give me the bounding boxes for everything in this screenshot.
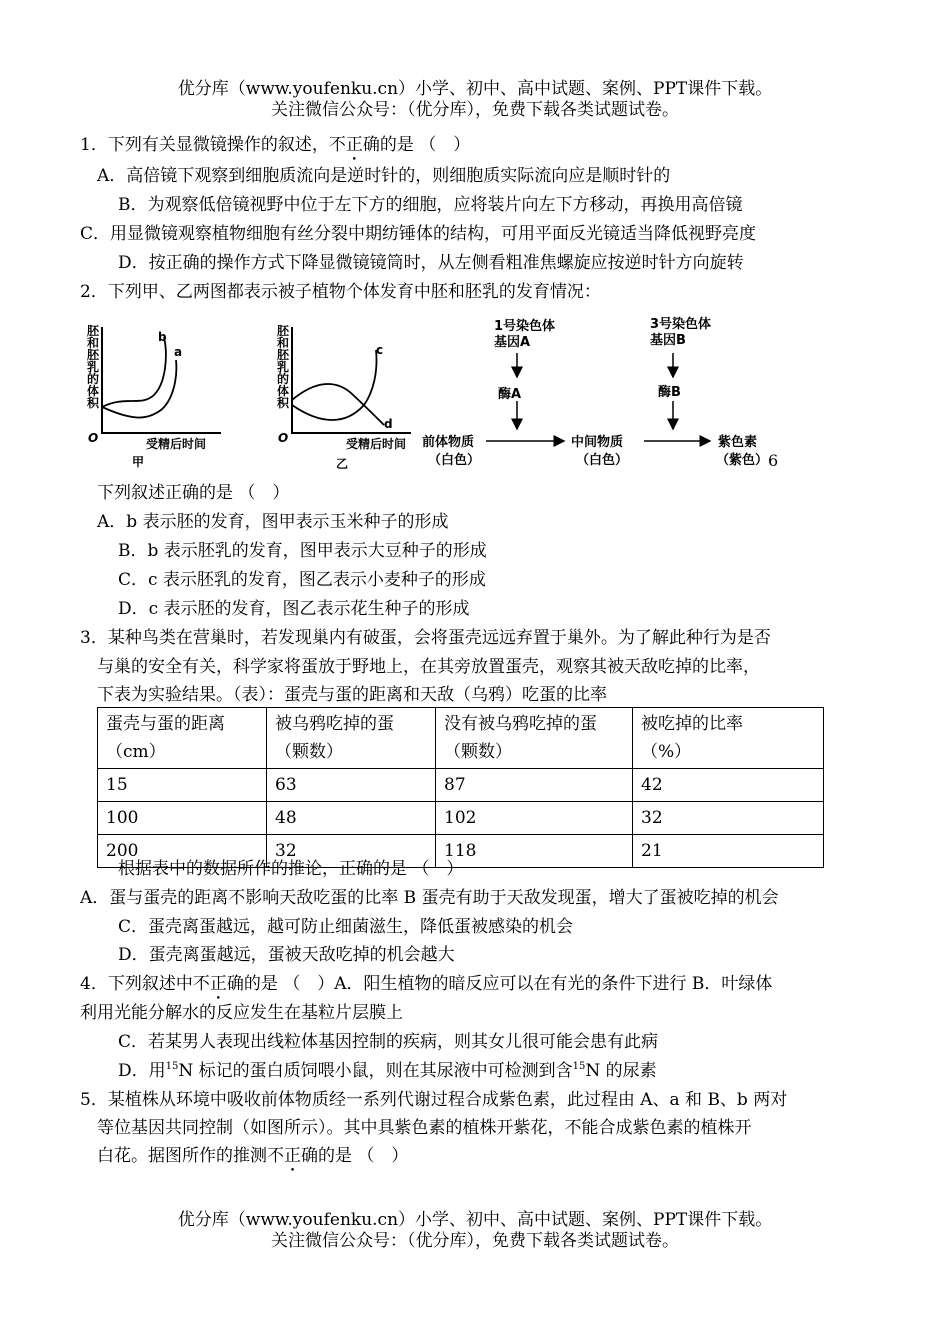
ylabel-char: 和 — [86, 336, 99, 350]
table-cell: 48 — [267, 802, 436, 835]
ylabel-char: 积 — [276, 396, 289, 410]
gene1-line1: 1号染色体 — [494, 319, 556, 334]
enzyme-a: 酶A — [498, 387, 522, 402]
q3-stem-2: 与巢的安全有关，科学家将蛋放于野地上，在其旁放置蛋壳，观察其被天敌吃掉的比率， — [97, 657, 760, 677]
origin-label: O — [278, 431, 289, 445]
table-cell: 15 — [98, 769, 267, 802]
header-text: 被乌鸦吃掉的蛋 — [275, 714, 394, 734]
table-cell: 32 — [267, 835, 436, 868]
header-unit: （颗数） — [444, 742, 512, 762]
table-header-cell — [98, 708, 267, 769]
q3-option-c: C．蛋壳离蛋越远，越可防止细菌滋生，降低蛋被感染的机会 — [118, 917, 574, 937]
q1-option-c: C．用显微镜观察植物细胞有丝分裂中期纺锤体的结构，可用平面反光镜适当降低视野亮度 — [80, 224, 757, 244]
q3-table — [97, 707, 824, 868]
ylabel-char: 乳 — [276, 360, 289, 374]
header-unit: （%） — [641, 742, 692, 762]
label-c: c — [376, 343, 384, 357]
label-d: d — [384, 417, 393, 431]
q4-d-superscript: 15 — [165, 1061, 179, 1072]
table-cell: 118 — [436, 835, 633, 868]
q4-stem-cont: 利用光能分解水的反应发生在基粒片层膜上 — [80, 1003, 403, 1023]
gene1-line2: 基因A — [494, 335, 531, 350]
pigment-label: 紫色素 — [718, 435, 758, 450]
pigment-color: （紫色） — [716, 453, 769, 468]
q2-option-b: B．b 表示胚乳的发育，图甲表示大豆种子的形成 — [118, 541, 487, 561]
q4-stem-emph: 不正确 — [192, 974, 244, 994]
q2-prompt: 下列叙述正确的是 （ ） — [97, 483, 290, 503]
gene3-line1: 3号染色体 — [650, 317, 712, 332]
header-line-2: 关注微信公众号：（优分库），免费下载各类试题试卷。 — [271, 100, 679, 120]
pathway-diagram — [418, 313, 788, 473]
q4-d-text-c: N 的尿素 — [585, 1061, 657, 1081]
header-text: 没有被乌鸦吃掉的蛋 — [444, 714, 597, 734]
q5-stem-1: 5．某植株从环境中吸收前体物质经一系列代谢过程合成紫色素，此过程由 A、a 和 B、b 两对 — [80, 1090, 788, 1110]
q2-option-a: A．b 表示胚的发育，图甲表示玉米种子的形成 — [97, 512, 449, 532]
q2-option-d: D．c 表示胚的发育，图乙表示花生种子的形成 — [118, 599, 470, 619]
table-cell: 100 — [98, 802, 267, 835]
intermediate-label: 中间物质 — [571, 435, 624, 450]
table-cell: 102 — [436, 802, 633, 835]
gene3-line2: 基因B — [650, 333, 686, 348]
ylabel-char: 体 — [86, 384, 99, 398]
q4-d-superscript: 15 — [572, 1061, 586, 1072]
q4-option-c: C．若某男人表现出线粒体基因控制的疾病，则其女儿很可能会患有此病 — [118, 1032, 659, 1052]
table-header-cell — [267, 708, 436, 769]
table-header-cell — [633, 708, 824, 769]
q1-option-b: B．为观察低倍镜视野中位于左下方的细胞，应将装片向左下方移动，再换用高倍镜 — [118, 195, 743, 215]
table-cell: 21 — [633, 835, 824, 868]
intermediate-color: （白色） — [576, 453, 629, 468]
xlabel: 受精后时间 — [346, 437, 407, 451]
ylabel-char: 胚 — [276, 324, 289, 338]
q1-stem-b: 的是 （ ） — [379, 135, 471, 155]
label-b: b — [158, 330, 167, 344]
q1-stem-emph: 不正确 — [328, 135, 380, 155]
table-header-cell — [436, 708, 633, 769]
graph-jia — [86, 325, 236, 470]
ylabel-char: 体 — [276, 384, 289, 398]
q5-stem-3b: 的是 （ ） — [318, 1146, 409, 1166]
header-text: 蛋壳与蛋的距离 — [106, 714, 225, 734]
table-cell: 42 — [633, 769, 824, 802]
header-unit: （颗数） — [275, 742, 343, 762]
table-row — [98, 769, 824, 802]
q4-d-text-a: D．用 — [118, 1061, 166, 1081]
precursor-color: （白色） — [428, 453, 481, 468]
q5-stem-3 — [97, 1145, 408, 1167]
graph-yi-axes — [292, 327, 411, 433]
xlabel: 受精后时间 — [146, 437, 207, 451]
ylabel-char: 胚 — [86, 348, 99, 362]
q1-option-d: D．按正确的操作方式下降显微镜镜筒时，从左侧看粗准焦螺旋应按逆时针方向旋转 — [118, 253, 744, 273]
q5-stem-3a: 白花。据图所作的推测 — [97, 1146, 267, 1166]
curve-b — [102, 337, 166, 407]
precursor-label: 前体物质 — [422, 435, 475, 450]
table-cell: 200 — [98, 835, 267, 868]
table-row — [98, 802, 824, 835]
q5-stem-emph: 不正确 — [267, 1146, 318, 1166]
footer-line-1: 优分库（www.youfenku.cn）小学、初中、高中试题、案例、PPT课件下载。 — [177, 1210, 773, 1230]
header-line-1: 优分库（www.youfenku.cn）小学、初中、高中试题、案例、PPT课件下载。 — [177, 79, 773, 99]
ylabel-char: 胚 — [276, 348, 289, 362]
q3-option-ab: A．蛋与蛋壳的距离不影响天敌吃蛋的比率 B 蛋壳有助于天敌发现蛋，增大了蛋被吃掉的机会 — [80, 888, 779, 908]
q3-option-d: D．蛋壳离蛋越远，蛋被天敌吃掉的机会越大 — [118, 945, 455, 965]
table-cell: 32 — [633, 802, 824, 835]
graph-jia-title: 甲 — [132, 455, 145, 469]
q3-stem-3: 下表为实验结果。（表）：蛋壳与蛋的距离和天敌（乌鸦）吃蛋的比率 — [97, 685, 607, 705]
label-a: a — [174, 345, 183, 359]
q4-stem-b: 的是 （ ）A．阳生植物的暗反应可以在有光的条件下进行 B．叶绿体 — [243, 974, 773, 994]
ylabel-char: 乳 — [86, 360, 99, 374]
enzyme-b: 酶B — [658, 385, 681, 400]
ylabel-char: 的 — [86, 372, 99, 386]
header-text: 被吃掉的比率 — [641, 714, 743, 734]
graph-yi — [276, 325, 426, 470]
graph-yi-title: 乙 — [336, 457, 349, 471]
q3-stem-1: 3．某种鸟类在营巢时，若发现巢内有破蛋，会将蛋壳远远弃置于巢外。为了解此种行为是否 — [80, 628, 771, 648]
q2-option-c: C．c 表示胚乳的发育，图乙表示小麦种子的形成 — [118, 570, 486, 590]
origin-label: O — [88, 431, 99, 445]
ylabel-char: 胚 — [86, 324, 99, 338]
q2-stem: 2．下列甲、乙两图都表示被子植物个体发育中胚和胚乳的发育情况： — [80, 282, 601, 302]
ylabel-char: 的 — [276, 372, 289, 386]
table-cell: 63 — [267, 769, 436, 802]
q3-prompt: 根据表中的数据所作的推论，正确的是 （ ） — [118, 859, 464, 879]
header-unit: （cm） — [106, 742, 166, 762]
q4-d-text-b: N 标记的蛋白质饲喂小鼠，则在其尿液中可检测到含 — [178, 1061, 573, 1081]
q1-stem — [80, 134, 470, 156]
q5-stem-2: 等位基因共同控制（如图所示）。其中具紫色素的植株开紫花，不能合成紫色素的植株开 — [97, 1118, 752, 1138]
table-cell: 87 — [436, 769, 633, 802]
q4-stem — [80, 973, 772, 995]
ylabel-char: 和 — [276, 336, 289, 350]
q4-option-d — [118, 1060, 657, 1082]
footer-line-2: 关注微信公众号：（优分库），免费下载各类试题试卷。 — [271, 1231, 679, 1251]
ylabel-char: 积 — [86, 396, 99, 410]
page-number: 6 — [768, 451, 779, 470]
q1-option-a: A．高倍镜下观察到细胞质流向是逆时针的，则细胞质实际流向应是顺时针的 — [97, 166, 671, 186]
table-header-row — [98, 708, 824, 769]
q1-stem-a: 1．下列有关显微镜操作的叙述， — [80, 135, 329, 155]
q4-stem-a: 4．下列叙述中 — [80, 974, 193, 994]
